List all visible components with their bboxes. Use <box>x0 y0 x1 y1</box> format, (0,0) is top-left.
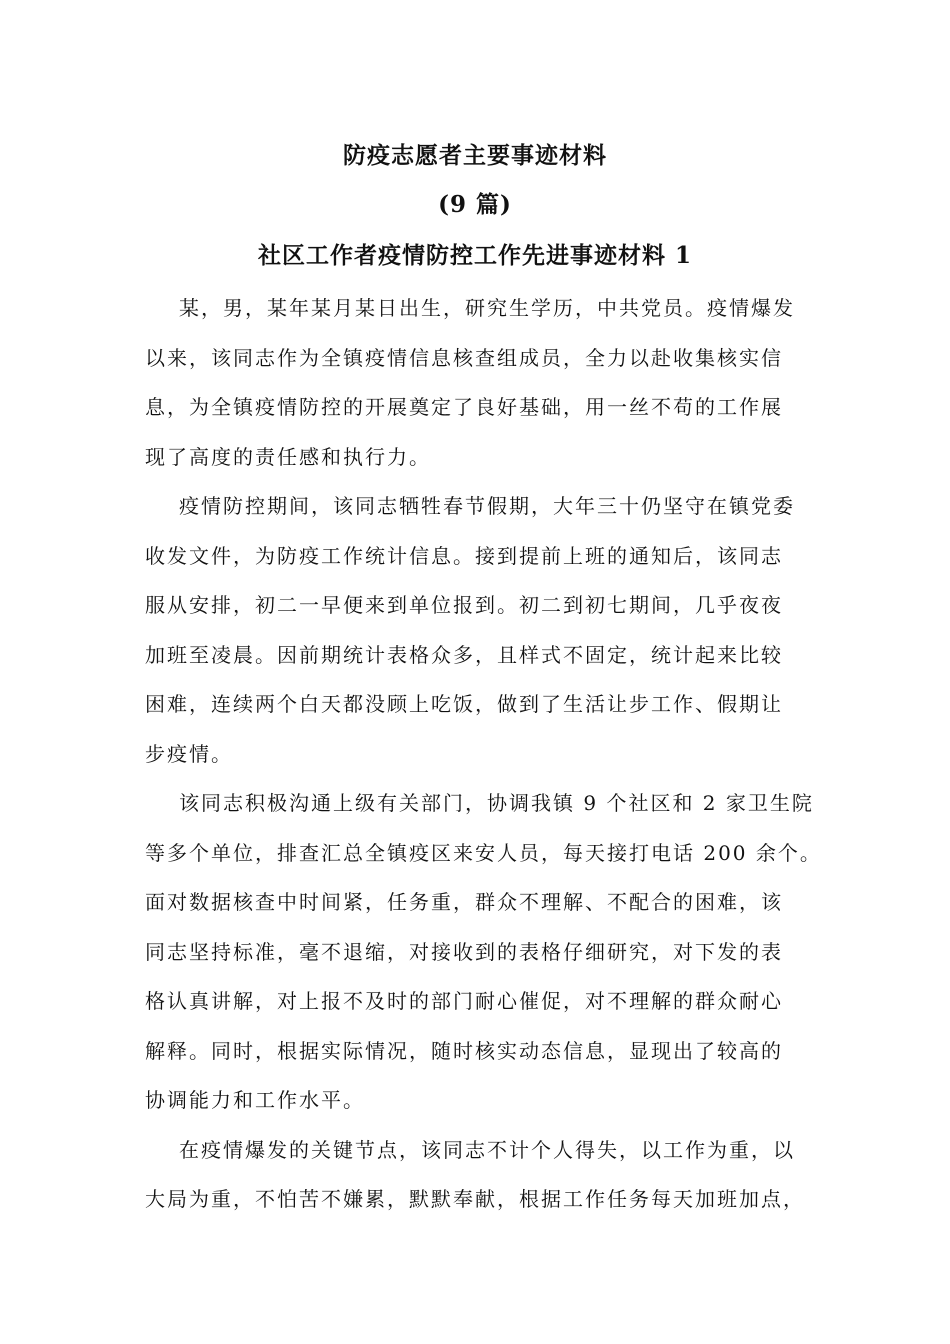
text-line: 等多个单位，排查汇总全镇疫区来安人员，每天接打电话 200 余个。 <box>145 840 822 865</box>
text-line: 大局为重，不怕苦不嫌累，默默奉献，根据工作任务每天加班加点， <box>145 1187 805 1211</box>
paragraph <box>145 482 825 779</box>
text-line: 疫情防控期间，该同志牺牲春节假期，大年三十仍坚守在镇党委 <box>179 494 795 518</box>
text-line: 以来，该同志作为全镇疫情信息核查组成员，全力以赴收集核实信 <box>145 345 783 370</box>
text-line: 解释。同时，根据实际情况，随时核实动态信息，显现出了较高的 <box>145 1038 783 1063</box>
text-line: 协调能力和工作水平。 <box>145 1088 365 1112</box>
text-line: 现了高度的责任感和执行力。 <box>145 444 431 469</box>
text-line: 在疫情爆发的关键节点，该同志不计个人得失，以工作为重，以 <box>179 1137 795 1162</box>
document-subtitle: (9 篇) <box>438 191 512 218</box>
text-line: 息，为全镇疫情防控的开展奠定了良好基础，用一丝不苟的工作展 <box>145 395 783 419</box>
section-title: 社区工作者疫情防控工作先进事迹材料 1 <box>257 242 692 269</box>
text-line: 困难，连续两个白天都没顾上吃饭，做到了生活让步工作、假期让 <box>145 692 783 716</box>
text-line: 同志坚持标准，毫不退缩，对接收到的表格仔细研究，对下发的表 <box>145 939 783 964</box>
text-line: 服从安排，初二一早便来到单位报到。初二到初七期间，几乎夜夜 <box>145 593 783 617</box>
text-line: 格认真讲解，对上报不及时的部门耐心催促，对不理解的群众耐心 <box>145 989 783 1013</box>
document-title: 防疫志愿者主要事迹材料 <box>343 142 607 169</box>
text-line: 面对数据核查中时间紧，任务重，群众不理解、不配合的困难，该 <box>145 890 783 914</box>
paragraph <box>145 1126 825 1225</box>
text-line: 某，男，某年某月某日出生，研究生学历，中共党员。疫情爆发 <box>179 296 795 320</box>
text-line: 步疫情。 <box>145 741 233 766</box>
paragraph <box>145 779 825 1126</box>
body-text <box>145 284 825 1225</box>
text-line: 该同志积极沟通上级有关部门，协调我镇 9 个社区和 2 家卫生院 <box>179 791 814 815</box>
text-line: 加班至凌晨。因前期统计表格众多，且样式不固定，统计起来比较 <box>145 642 783 667</box>
paragraph <box>145 284 825 482</box>
text-line: 收发文件，为防疫工作统计信息。接到提前上班的通知后，该同志 <box>145 543 783 568</box>
